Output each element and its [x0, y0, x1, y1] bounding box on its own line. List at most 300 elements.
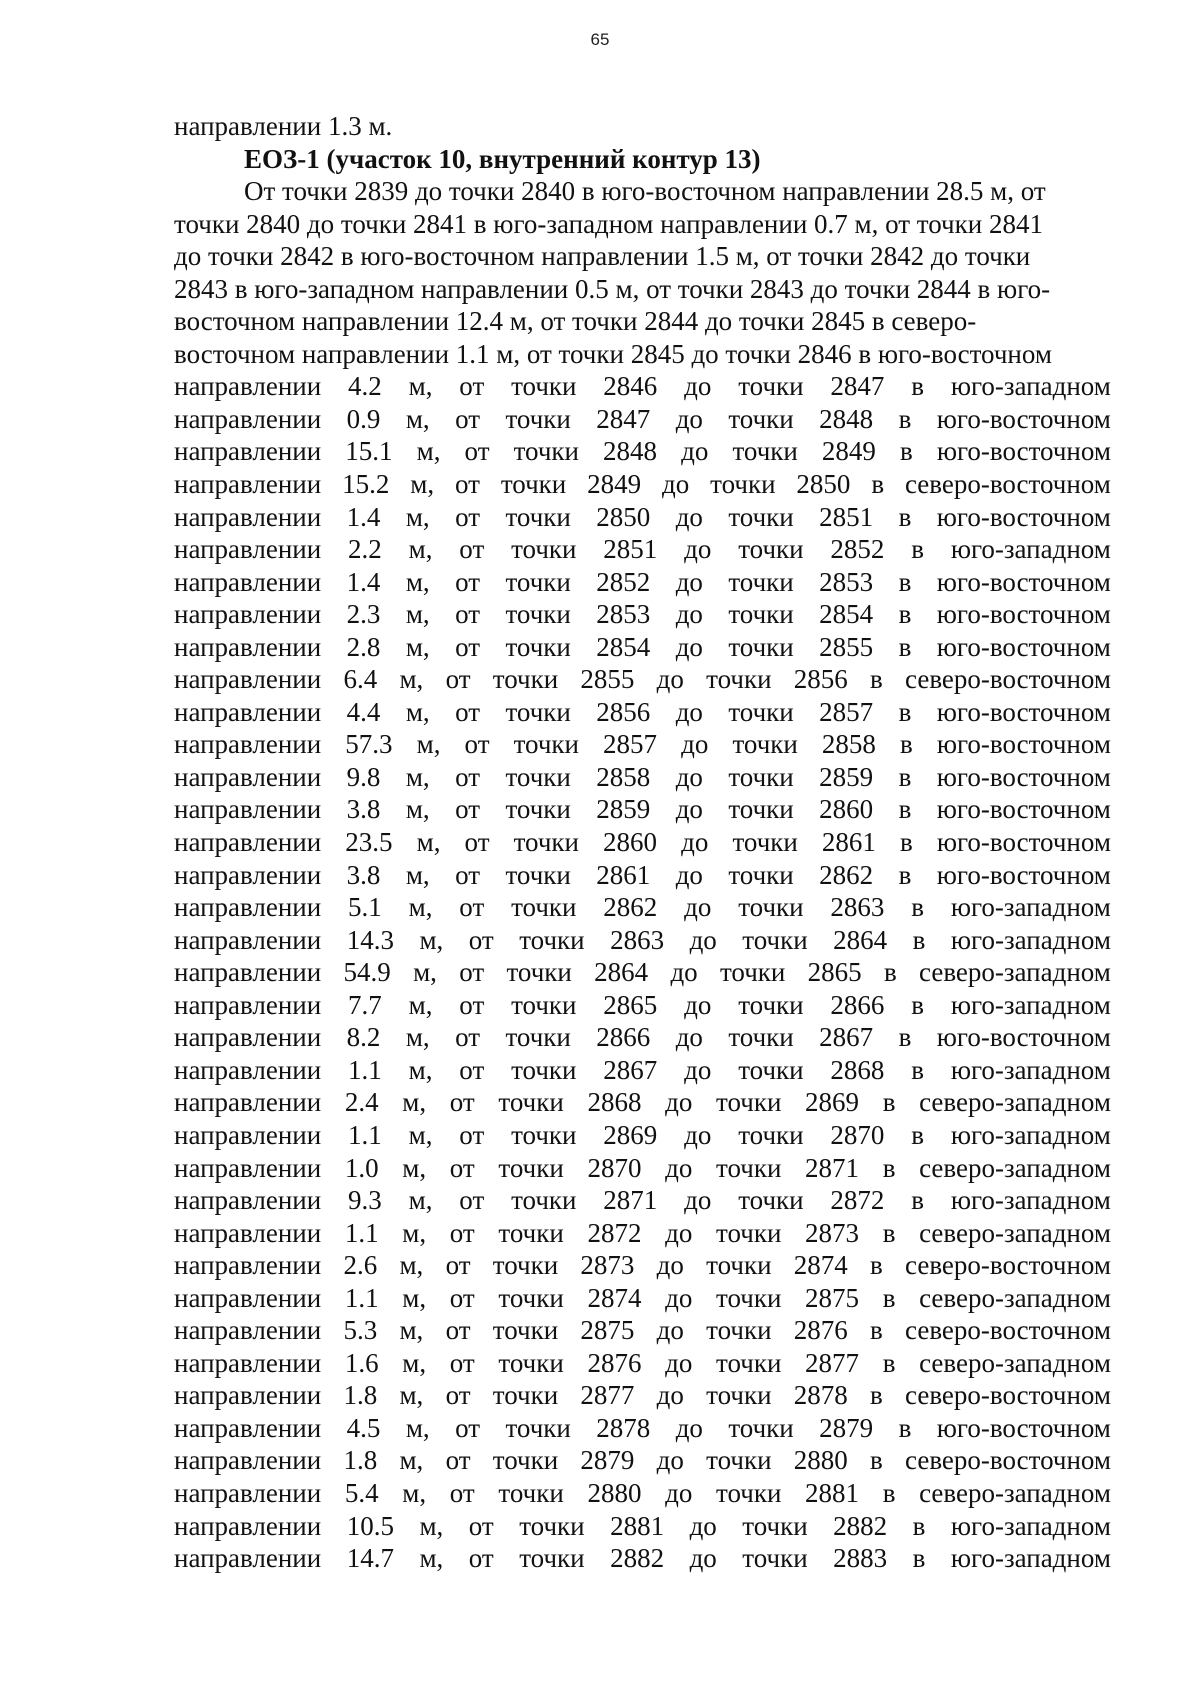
word: точки [738, 989, 804, 1020]
word: в [911, 1185, 924, 1216]
word: точки [498, 1152, 564, 1183]
word: м, [399, 1250, 424, 1281]
word: 2.3 [346, 599, 381, 630]
segment-line [174, 1054, 1111, 1087]
word: 2876 [793, 1315, 848, 1346]
word: 4.2 [348, 371, 382, 402]
word: 7.7 [348, 989, 382, 1020]
word: от [445, 1315, 471, 1346]
word: от [455, 403, 481, 434]
word: в [900, 827, 913, 858]
word: точки [505, 1022, 571, 1053]
word: точки [500, 469, 567, 500]
word: в [871, 469, 885, 500]
text-line: 2843 в юго-западном направлении 0.5 м, от точки 2843 до точки 2844 в юго- [174, 273, 1051, 304]
segment-line [174, 728, 1111, 761]
word: точки [505, 599, 571, 630]
word: 2879 [819, 1412, 874, 1443]
word: северо-западном [919, 1152, 1111, 1183]
word: точки [492, 1380, 559, 1411]
word: 2870 [830, 1119, 885, 1150]
word: от [459, 957, 485, 988]
word: от [459, 1119, 485, 1150]
word: до [689, 1543, 717, 1574]
word: м, [402, 1217, 427, 1248]
word: 2852 [596, 566, 651, 597]
text-line: точки 2840 до точки 2841 в юго-западном направлении 0.7 м, от точки 2841 [174, 208, 1043, 239]
segment-line [174, 891, 1111, 924]
word: 2866 [830, 989, 885, 1020]
document-body [174, 110, 1111, 1575]
word: 9.8 [346, 761, 381, 792]
word: направлении [174, 1022, 322, 1053]
word: 14.3 [346, 924, 394, 955]
word: точки [513, 827, 579, 858]
word: от [455, 1412, 481, 1443]
word: юго-западном [950, 924, 1111, 955]
word: точки [706, 1250, 772, 1281]
word: точки [511, 371, 577, 402]
word: юго-восточном [936, 729, 1111, 760]
word: до [675, 1412, 703, 1443]
word: 5.1 [348, 892, 382, 923]
word: до [665, 1477, 693, 1508]
word: в [898, 403, 912, 434]
word: м, [419, 1543, 444, 1574]
word: направлении [174, 1217, 322, 1248]
segment-line [174, 1021, 1111, 1054]
word: 10.5 [346, 1510, 394, 1541]
word: м, [416, 729, 441, 760]
word: точки [505, 501, 571, 532]
word: 2857 [603, 729, 658, 760]
word: в [911, 989, 924, 1020]
word: направлении [174, 794, 322, 825]
word: юго-восточном [936, 1412, 1111, 1443]
word: северо-восточном [905, 1380, 1111, 1411]
word: от [455, 501, 481, 532]
word: направлении [174, 1347, 322, 1378]
word: 4.4 [346, 696, 381, 727]
word: от [464, 436, 490, 467]
word: направлении [174, 1445, 322, 1476]
word: от [459, 989, 485, 1020]
word: 1.4 [346, 566, 381, 597]
word: юго-западном [950, 1543, 1111, 1574]
word: направлении [174, 1380, 322, 1411]
word: м, [405, 403, 430, 434]
word: северо-западном [919, 1347, 1111, 1378]
word: направлении [174, 1152, 322, 1183]
word: направлении [174, 664, 322, 695]
segment-line [174, 1086, 1111, 1119]
word: 2873 [580, 1250, 635, 1281]
word: 5.3 [343, 1315, 378, 1346]
word: направлении [174, 957, 322, 988]
word: м, [399, 664, 424, 695]
segment-line [174, 761, 1111, 794]
segment-line [174, 1542, 1111, 1575]
word: от [449, 1087, 475, 1118]
word: 2864 [594, 957, 649, 988]
word: до [684, 1119, 712, 1150]
word: направлении [174, 729, 322, 760]
word: м, [405, 566, 430, 597]
word: м, [405, 859, 430, 890]
word: точки [716, 1477, 782, 1508]
word: 2865 [807, 957, 862, 988]
word: 2868 [830, 1054, 885, 1085]
word: 9.3 [348, 1185, 382, 1216]
word: юго-восточном [936, 827, 1111, 858]
word: от [445, 1250, 471, 1281]
word: м, [402, 1477, 427, 1508]
segment-line [174, 1152, 1111, 1185]
word: точки [505, 566, 571, 597]
word: точки [742, 1543, 808, 1574]
word: от [445, 1380, 471, 1411]
word: от [455, 599, 481, 630]
word: м, [402, 1347, 427, 1378]
word: точки [732, 729, 798, 760]
word: точки [716, 1087, 782, 1118]
word: до [665, 1282, 693, 1313]
word: направлении [174, 599, 322, 630]
word: м, [405, 761, 430, 792]
word: точки [738, 534, 804, 565]
word: от [459, 534, 485, 565]
word: юго-восточном [936, 794, 1111, 825]
word: точки [728, 566, 794, 597]
word: 1.8 [343, 1380, 378, 1411]
word: от [455, 631, 481, 662]
word: 2871 [805, 1152, 860, 1183]
word: точки [505, 761, 571, 792]
word: юго-восточном [936, 566, 1111, 597]
word: точки [505, 794, 571, 825]
word: м, [408, 371, 433, 402]
word: 0.9 [346, 403, 381, 434]
word: 2870 [587, 1152, 642, 1183]
word: юго-западном [950, 989, 1111, 1020]
word: м, [413, 957, 437, 988]
word: от [459, 1185, 485, 1216]
word: юго-восточном [936, 761, 1111, 792]
word: 2879 [580, 1445, 635, 1476]
word: точки [498, 1477, 564, 1508]
word: от [455, 859, 481, 890]
word: до [681, 436, 709, 467]
word: точки [511, 534, 577, 565]
word: 2850 [596, 501, 651, 532]
word: точки [728, 859, 794, 890]
word: точки [728, 599, 794, 630]
segment-line [174, 1282, 1111, 1315]
word: в [870, 1315, 883, 1346]
word: м, [399, 1315, 424, 1346]
word: 2869 [805, 1087, 860, 1118]
word: северо-западном [919, 1087, 1111, 1118]
word: северо-восточном [905, 1250, 1111, 1281]
word: 2869 [603, 1119, 658, 1150]
word: юго-восточном [936, 436, 1111, 467]
word: 2855 [580, 664, 635, 695]
segment-line [174, 1477, 1111, 1510]
word: м, [405, 631, 430, 662]
word: 2.4 [344, 1087, 379, 1118]
segment-line [174, 566, 1111, 599]
word: до [675, 566, 703, 597]
word: точки [710, 469, 776, 500]
word: в [898, 696, 912, 727]
word: в [870, 664, 883, 695]
word: 2863 [610, 924, 665, 955]
word: 1.1 [348, 1119, 382, 1150]
word: в [882, 1477, 896, 1508]
word: 3.8 [346, 859, 381, 890]
word: юго-западном [950, 1054, 1111, 1085]
word: 14.7 [346, 1543, 394, 1574]
word: м, [405, 501, 430, 532]
word: 2863 [830, 892, 885, 923]
word: от [455, 696, 481, 727]
word: 2855 [819, 631, 874, 662]
word: точки [492, 1315, 559, 1346]
word: до [656, 1315, 684, 1346]
word: направлении [174, 631, 322, 662]
word: 5.4 [344, 1477, 379, 1508]
word: в [882, 1217, 896, 1248]
word: до [665, 1347, 693, 1378]
word: м, [405, 696, 430, 727]
word: 2874 [793, 1250, 848, 1281]
word: точки [519, 1543, 585, 1574]
segment-line [174, 859, 1111, 892]
word: до [675, 501, 703, 532]
word: направлении [174, 566, 322, 597]
word: 2867 [603, 1054, 658, 1085]
word: 3.8 [346, 794, 381, 825]
segment-line [174, 1347, 1111, 1380]
word: 2862 [819, 859, 874, 890]
word: точки [716, 1347, 782, 1378]
word: точки [728, 631, 794, 662]
word: 2851 [819, 501, 874, 532]
word: в [898, 1022, 912, 1053]
word: точки [513, 436, 579, 467]
word: точки [728, 403, 794, 434]
word: точки [742, 1510, 808, 1541]
word: юго-западном [950, 892, 1111, 923]
segment-line [174, 1184, 1111, 1217]
word: м, [399, 1445, 424, 1476]
continuation-line: направлении 1.3 м. [174, 111, 393, 141]
word: точки [505, 403, 571, 434]
word: 2857 [819, 696, 874, 727]
word: до [681, 729, 709, 760]
word: м, [408, 1185, 433, 1216]
word: м, [419, 1510, 444, 1541]
segment-line [174, 598, 1111, 631]
word: 2.6 [343, 1250, 378, 1281]
word: в [882, 1152, 896, 1183]
word: в [898, 599, 912, 630]
word: в [912, 1543, 926, 1574]
word: 4.5 [346, 1412, 381, 1443]
word: в [898, 859, 912, 890]
word: юго-восточном [936, 1022, 1111, 1053]
word: м, [405, 1412, 430, 1443]
segment-line [174, 631, 1111, 664]
word: точки [519, 1510, 585, 1541]
word: 2851 [603, 534, 658, 565]
word: до [689, 924, 717, 955]
segment-line [174, 696, 1111, 729]
word: точки [498, 1087, 564, 1118]
word: 2854 [819, 599, 874, 630]
word: до [675, 696, 703, 727]
word: от [455, 761, 481, 792]
word: 8.2 [346, 1022, 381, 1053]
word: в [911, 371, 924, 402]
word: 2880 [587, 1477, 642, 1508]
word: северо-восточном [904, 469, 1111, 500]
word: от [459, 1054, 485, 1085]
word: 1.6 [344, 1347, 379, 1378]
word: до [684, 534, 712, 565]
word: направлении [174, 371, 322, 402]
word: северо-западном [919, 1217, 1111, 1248]
word: точки [728, 794, 794, 825]
word: 1.8 [343, 1445, 378, 1476]
word: м, [410, 469, 435, 500]
word: 2867 [819, 1022, 874, 1053]
segment-lines [174, 370, 1111, 1574]
word: точки [719, 957, 786, 988]
word: 57.3 [345, 729, 393, 760]
word: в [911, 1119, 924, 1150]
word: в [898, 1412, 912, 1443]
word: до [684, 892, 712, 923]
word: до [675, 859, 703, 890]
word: точки [505, 1412, 571, 1443]
word: направлении [174, 1087, 322, 1118]
word: точки [513, 729, 579, 760]
word: до [675, 794, 703, 825]
word: м, [408, 1119, 433, 1150]
word: до [675, 403, 703, 434]
word: юго-восточном [936, 403, 1111, 434]
word: м, [405, 794, 430, 825]
word: юго-западном [950, 1510, 1111, 1541]
word: точки [506, 957, 572, 988]
word: в [882, 1282, 896, 1313]
word: до [675, 1022, 703, 1053]
word: юго-восточном [936, 631, 1111, 662]
word: направлении [174, 924, 322, 955]
word: направлении [174, 469, 322, 500]
segment-line [174, 989, 1111, 1022]
word: точки [498, 1217, 564, 1248]
word: 2881 [610, 1510, 665, 1541]
word: точки [492, 664, 559, 695]
word: в [898, 631, 912, 662]
word: до [665, 1152, 693, 1183]
word: м, [419, 924, 444, 955]
word: в [900, 436, 913, 467]
word: 2875 [805, 1282, 860, 1313]
word: от [459, 892, 485, 923]
word: от [449, 1152, 475, 1183]
word: 2846 [603, 371, 658, 402]
word: 2856 [596, 696, 651, 727]
word: м, [402, 1282, 427, 1313]
word: 2854 [596, 631, 651, 662]
word: направлении [174, 1412, 322, 1443]
word: 23.5 [345, 827, 393, 858]
word: направлении [174, 696, 322, 727]
word: 2878 [793, 1380, 848, 1411]
word: направлении [174, 436, 322, 467]
word: направлении [174, 892, 322, 923]
word: 2868 [587, 1087, 642, 1118]
page-number: 65 [590, 30, 610, 49]
segment-line [174, 826, 1111, 859]
word: юго-восточном [936, 501, 1111, 532]
word: до [684, 1054, 712, 1085]
word: 2864 [833, 924, 888, 955]
word: направлении [174, 1510, 322, 1541]
word: м, [408, 1054, 433, 1085]
word: в [911, 892, 924, 923]
word: до [670, 957, 698, 988]
segment-line [174, 468, 1111, 501]
word: точки [706, 1315, 772, 1346]
word: 2848 [603, 436, 658, 467]
word: точки [732, 827, 798, 858]
segment-line [174, 403, 1111, 436]
word: 2.2 [348, 534, 382, 565]
segment-line [174, 1412, 1111, 1445]
word: 2861 [596, 859, 651, 890]
word: 2853 [819, 566, 874, 597]
segment-line [174, 1119, 1111, 1152]
word: 2877 [580, 1380, 635, 1411]
word: 2858 [821, 729, 876, 760]
word: до [656, 1445, 684, 1476]
word: северо-западном [919, 957, 1111, 988]
word: направлении [174, 859, 322, 890]
segment-line [174, 1217, 1111, 1250]
word: от [449, 1217, 475, 1248]
word: до [656, 1250, 684, 1281]
word: от [468, 1543, 494, 1574]
word: в [900, 729, 913, 760]
word: направлении [174, 1543, 322, 1574]
text-line: восточном направлении 1.1 м, от точки 2845 до точки 2846 в юго-восточном [174, 338, 1052, 369]
word: юго-западном [950, 371, 1111, 402]
segment-line [174, 370, 1111, 403]
word: 2849 [821, 436, 876, 467]
segment-line [174, 501, 1111, 534]
word: 1.0 [344, 1152, 379, 1183]
word: в [898, 794, 912, 825]
word: точки [738, 1185, 804, 1216]
word: 2852 [830, 534, 885, 565]
word: направлении [174, 1477, 322, 1508]
word: 2859 [819, 761, 874, 792]
word: до [689, 1510, 717, 1541]
